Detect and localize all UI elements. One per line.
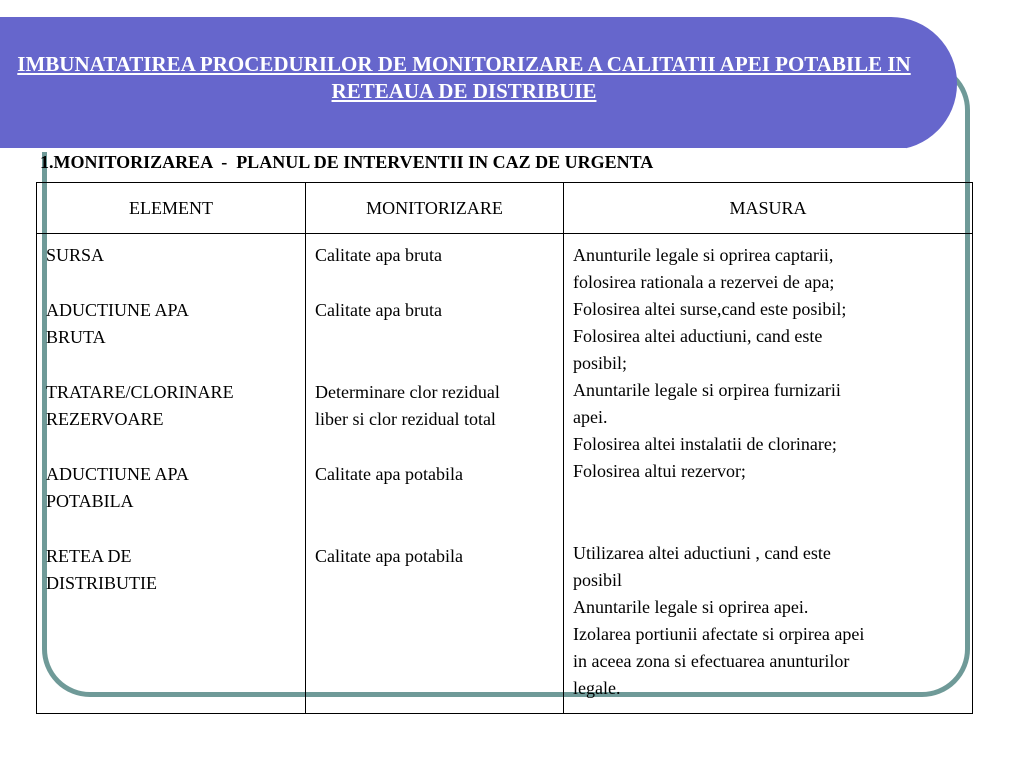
monitoring-sursa: Calitate apa bruta: [315, 245, 442, 265]
element-aductiune-apa-potabila: ADUCTIUNE APA POTABILA: [46, 464, 189, 511]
element-retea-distributie: RETEA DE DISTRIBUTIE: [46, 546, 157, 593]
element-cell: [37, 234, 306, 714]
slide-title: IMBUNATATIREA PROCEDURILOR DE MONITORIZARE A CALITATII APEI POTABILE IN RETEAUA DE DISTRIBUIE: [17, 52, 911, 103]
table-row: [37, 234, 973, 714]
column-header-element: ELEMENT: [37, 183, 306, 234]
monitoring-aductiune-apa-potabila: Calitate apa potabila: [315, 464, 463, 484]
measure-item: Folosirea altei aductiuni, cand este posibil;: [573, 326, 823, 373]
monitoring-cell: [306, 234, 564, 714]
monitoring-retea-distributie: Calitate apa potabila: [315, 546, 463, 566]
element-tratare-clorinare: TRATARE/CLORINARE REZERVOARE: [46, 382, 234, 429]
element-aductiune-apa-bruta: ADUCTIUNE APA BRUTA: [46, 300, 189, 347]
column-header-masura: MASURA: [564, 183, 973, 234]
measure-item: Utilizarea altei aductiuni , cand este posibil: [573, 543, 831, 590]
measure-item: Folosirea altei surse,cand este posibil;: [573, 299, 847, 319]
measure-item: Izolarea portiunii afectate si orpirea apei in aceea zona si efectuarea anunturilor legale.: [573, 624, 865, 698]
measure-item: Folosirea altei instalatii de clorinare;: [573, 434, 837, 454]
title-banner: [0, 17, 957, 150]
measure-item: Anuntarile legale si orpirea furnizarii apei.: [573, 380, 841, 427]
section-subtitle: 1.MONITORIZAREA - PLANUL DE INTERVENTII IN CAZ DE URGENTA: [40, 152, 654, 172]
monitoring-tratare-clorinare: Determinare clor rezidual liber si clor rezidual total: [315, 382, 500, 429]
measures-cell: [564, 234, 973, 714]
column-header-monitorizare: MONITORIZARE: [306, 183, 564, 234]
measure-item: Folosirea altui rezervor;: [573, 461, 746, 481]
measure-item: Anunturile legale si oprirea captarii, folosirea rationala a rezervei de apa;: [573, 245, 835, 292]
monitoring-aductiune-apa-bruta: Calitate apa bruta: [315, 300, 442, 320]
intervention-table: [36, 182, 973, 714]
measure-item: Anuntarile legale si oprirea apei.: [573, 597, 809, 617]
table-header-row: [37, 183, 973, 234]
element-sursa: SURSA: [46, 245, 105, 265]
